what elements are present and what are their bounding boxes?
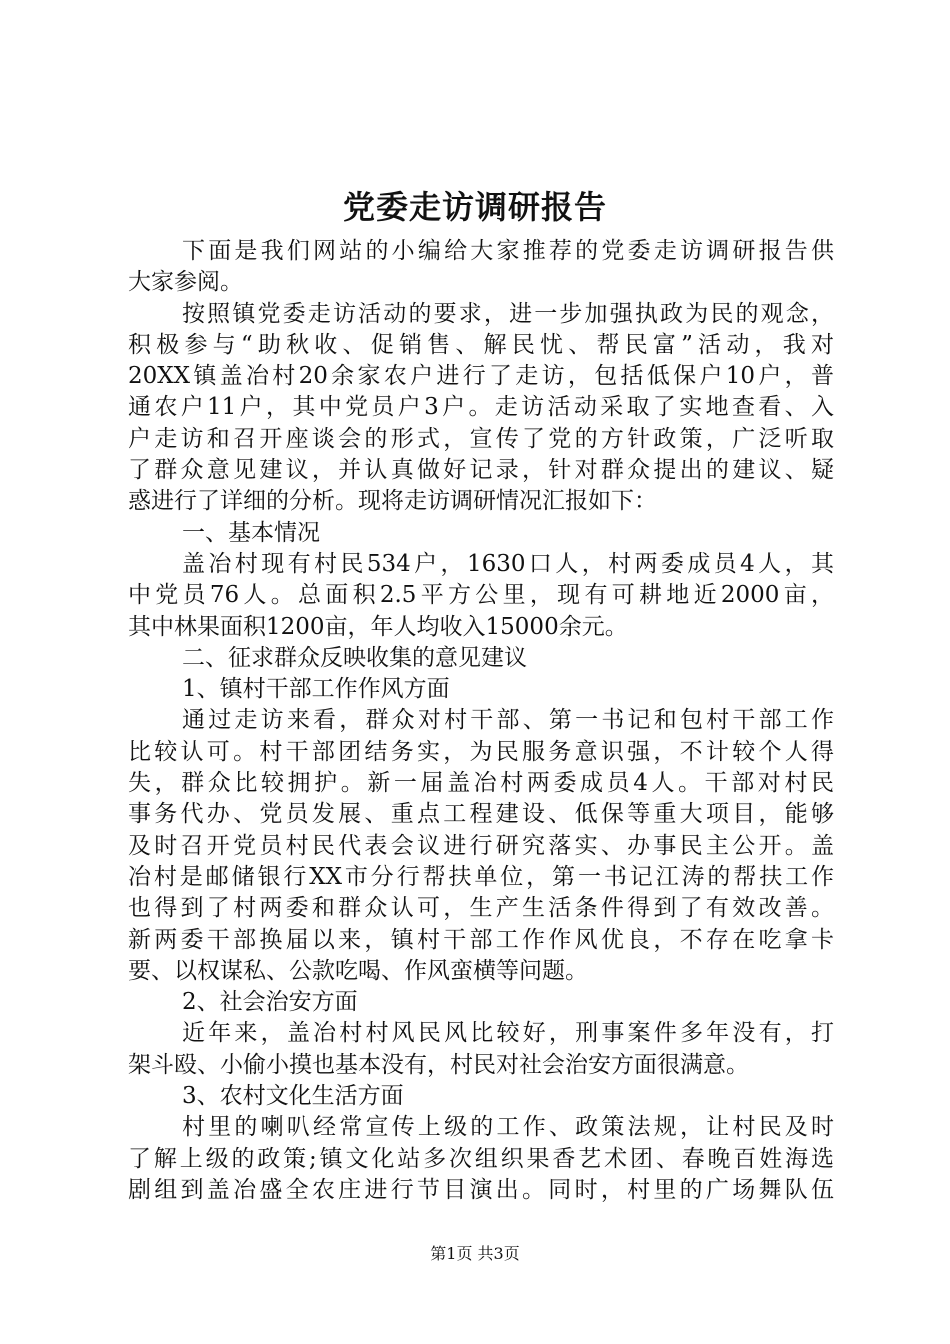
text-line: 要、以权谋私、公款吃喝、作风蛮横等问题。: [128, 957, 588, 984]
text-line: 大家参阅。: [128, 269, 243, 296]
subsection-heading: 1、镇村干部工作作风方面: [182, 676, 450, 703]
text-line: 了解上级的政策;镇文化站多次组织果香艺术团、春晚百姓海选: [128, 1145, 834, 1172]
text-line: 也得到了村两委和群众认可，生产生活条件得到了有效改善。: [128, 895, 834, 922]
text-line: 中党员76人。总面积2.5平方公里，现有可耕地近2000亩，: [128, 582, 834, 609]
text-line: 剧组到盖冶盛全农庄进行节目演出。同时，村里的广场舞队伍: [128, 1176, 834, 1203]
text-line: 下面是我们网站的小编给大家推荐的党委走访调研报告供: [182, 238, 834, 264]
text-line: 及时召开党员村民代表会议进行研究落实、办事民主公开。盖: [128, 832, 834, 859]
document-title: 党委走访调研报告: [342, 188, 607, 226]
text-line: 通农户11户，其中党员户3户。走访活动采取了实地查看、入: [128, 394, 834, 421]
text-line: 积极参与“助秋收、促销售、解民忧、帮民富”活动，我对: [128, 331, 834, 358]
text-line: 比较认可。村干部团结务实，为民服务意识强，不计较个人得: [128, 738, 834, 765]
text-line: 架斗殴、小偷小摸也基本没有，村民对社会治安方面很满意。: [128, 1051, 749, 1078]
text-line: 惑进行了详细的分析。现将走访调研情况汇报如下：: [128, 488, 657, 515]
text-line: 冶村是邮储银行XX市分行帮扶单位，第一书记江涛的帮扶工作: [128, 863, 834, 890]
text-line: 了群众意见建议，并认真做好记录，针对群众提出的建议、疑: [128, 457, 834, 484]
subsection-heading: 3、农村文化生活方面: [182, 1083, 404, 1110]
text-line: 新两委干部换届以来，镇村干部工作作风优良，不存在吃拿卡: [128, 926, 834, 953]
text-line: 村里的喇叭经常宣传上级的工作、政策法规，让村民及时: [182, 1114, 834, 1141]
text-line: 其中林果面积1200亩，年人均收入15000余元。: [128, 613, 628, 640]
document-body: [128, 236, 834, 1206]
text-line: 户走访和召开座谈会的形式，宣传了党的方针政策，广泛听取: [128, 425, 834, 452]
subsection-heading: 2、社会治安方面: [182, 989, 358, 1016]
text-line: 通过走访来看，群众对村干部、第一书记和包村干部工作: [182, 707, 834, 734]
section-heading: 一、基本情况: [182, 519, 320, 546]
text-line: 盖冶村现有村民534户，1630口人，村两委成员4人，其: [182, 550, 834, 577]
text-line: 失，群众比较拥护。新一届盖冶村两委成员4人。干部对村民: [128, 770, 834, 797]
page-number: 第1页 共3页: [430, 1244, 520, 1263]
text-line: 事务代办、党员发展、重点工程建设、低保等重大项目，能够: [128, 801, 834, 828]
section-heading: 二、征求群众反映收集的意见建议: [182, 644, 527, 671]
text-line: 近年来，盖冶村村风民风比较好，刑事案件多年没有，打: [182, 1020, 834, 1047]
text-line: 20XX镇盖冶村20余家农户进行了走访，包括低保户10户，普: [128, 363, 834, 390]
text-line: 按照镇党委走访活动的要求，进一步加强执政为民的观念，: [182, 300, 834, 327]
